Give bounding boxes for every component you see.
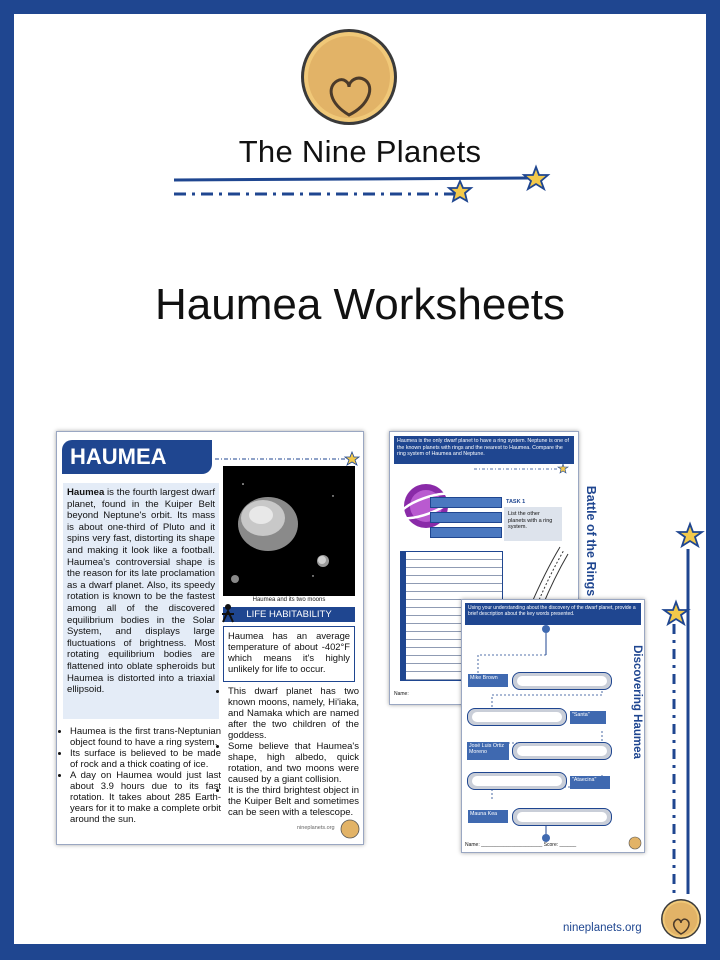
keyword-label: Mike Brown	[468, 674, 508, 687]
keyword-label: "Santa"	[570, 711, 606, 724]
list-item: • Its surface is believed to be made of rock and a thick coating of ice.	[70, 748, 221, 770]
sheet-footer: Name: ______________________ Score: ______	[465, 842, 577, 848]
side-decoration	[14, 14, 706, 944]
worksheet-header: HAUMEA	[62, 440, 212, 474]
site-url: nineplanets.org	[563, 922, 642, 934]
list-item: • This dwarf planet has two known moons, namely, Hi'iaka, and Namaka which are named after the two children of the goddess.	[228, 686, 359, 741]
list-item: • It is the third brightest object in the Kuiper Belt and sometimes can be seen with a telescope.	[228, 785, 359, 818]
list-item: • Haumea is the first trans-Neptunian object found to have a ring system.	[70, 726, 221, 748]
star-icon	[664, 602, 688, 624]
section-title: LIFE HABITABILITY	[223, 607, 355, 622]
keyword-label: Mauna Kea	[468, 810, 508, 823]
keyword-label: José Luis Ortiz Moreno	[467, 742, 509, 760]
habitability-text: Haumea has an average temperature of about -402°F which means it's highly unlikely for life to occur.	[223, 626, 355, 682]
planet-heart-logo	[660, 898, 702, 940]
page-frame	[14, 14, 706, 944]
worksheet-vertical-title: Battle of the Rings	[584, 485, 598, 597]
worksheet-instructions: Haumea is the only dwarf planet to have a ring system. Neptune is one of the known planets with rings and the nearest to Haumea. Compare the ring system of Haumea and Neptune.	[394, 436, 574, 464]
name-label: Name:	[394, 691, 409, 697]
brand-name: The Nine Planets	[238, 134, 482, 169]
page-title: Haumea Worksheets	[154, 280, 566, 329]
list-item: • A day on Haumea would just last about 3.9 hours due to its fast rotation. It takes about 285 Earth-years for it to make a complete orbit around the sun.	[70, 770, 221, 825]
task-text: List the other planets with a ring system.	[504, 507, 562, 541]
star-icon	[678, 524, 702, 546]
worksheet-vertical-title: Discovering Haumea	[631, 645, 643, 759]
worksheet-instructions: Using your understanding about the discovery of the dwarf planet, provide a brief description about the key words presented.	[465, 603, 641, 625]
intro-paragraph: Haumea is the fourth largest dwarf planet, found in the Kuiper Belt beyond Neptune's orbit. Its mass is about one-third of Pluto and it spins very fast, distorting its shape and making it look like a football. Haumea's controversial shape is the reason for its late proclamation as a dwarf planet. Also, its speedy rotation is known to be the fastest among all of the discovered equilibrium bodies in the Solar System, and displays large fluctuations of brightness. Most rotating equilibrium bodies are flattened into oblate spheroids but Haumea is distorted into a triaxial ellipsoid.	[63, 483, 219, 719]
sheet-footer: nineplanets.org	[297, 825, 335, 831]
keyword-label: "Ataecina"	[570, 776, 610, 789]
photo-caption: Haumea and its two moons	[252, 597, 326, 603]
task-label: TASK 1	[506, 499, 526, 505]
list-item: • Some believe that Haumea's shape, high albedo, quick rotation, and two moons were caused by a giant collision.	[228, 741, 359, 785]
